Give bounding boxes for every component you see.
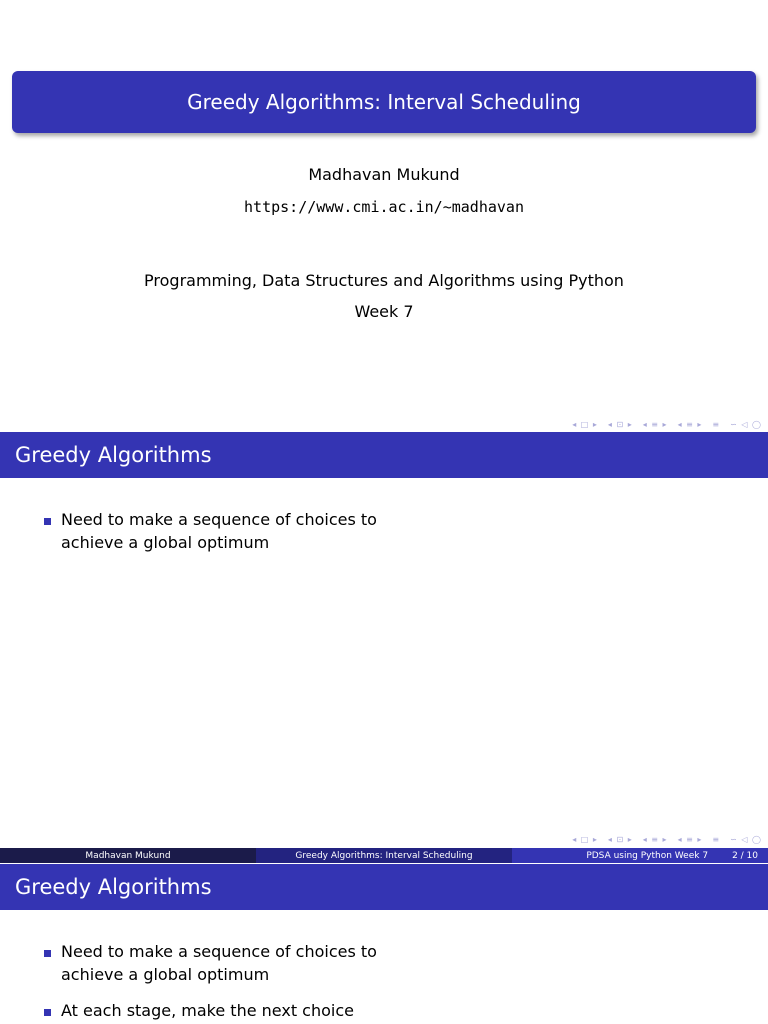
nav-align[interactable]: ≡	[712, 420, 721, 429]
week-label: Week 7	[354, 302, 414, 321]
footline-course: PDSA using Python Week 7	[586, 850, 709, 861]
nav-section[interactable]: ◂ ≡ ▸	[642, 835, 668, 844]
nav-frame[interactable]: ◂ □ ▸	[572, 420, 598, 429]
bullet-square-icon	[44, 518, 51, 525]
presentation-title: Greedy Algorithms: Interval Scheduling	[187, 90, 581, 114]
nav-doc[interactable]: ◂ ≡ ▸	[677, 420, 703, 429]
nav-frame[interactable]: ◂ □ ▸	[572, 835, 598, 844]
frame-title: Greedy Algorithms	[15, 443, 212, 467]
footline-title: Greedy Algorithms: Interval Scheduling	[295, 850, 473, 861]
list-item	[44, 508, 381, 554]
title-banner	[12, 71, 756, 133]
nav-section[interactable]: ◂ ≡ ▸	[642, 420, 668, 429]
nav-subsection[interactable]: ◂ ⊡ ▸	[607, 835, 633, 844]
bullet-text: At each stage, make the next choice	[61, 1001, 354, 1020]
author-url[interactable]: https://www.cmi.ac.in/~madhavan	[244, 198, 524, 216]
bullet-text: Need to make a sequence of choices to achieve a global optimum	[61, 510, 377, 552]
nav-align[interactable]: ≡	[712, 835, 721, 844]
course-name: Programming, Data Structures and Algorithms using Python	[144, 271, 624, 290]
nav-doc[interactable]: ◂ ≡ ▸	[677, 835, 703, 844]
footline-author-segment	[0, 848, 256, 863]
bullet-square-icon	[44, 950, 51, 957]
author-name: Madhavan Mukund	[308, 165, 460, 184]
footline-author: Madhavan Mukund	[85, 850, 171, 861]
frame-title: Greedy Algorithms	[15, 875, 212, 899]
bullet-text: Need to make a sequence of choices to achieve a global optimum	[61, 942, 377, 984]
footline	[0, 848, 768, 863]
nav-symbols	[572, 420, 762, 429]
list-item	[44, 940, 381, 986]
nav-symbols	[572, 835, 762, 844]
frame-title-bar	[0, 432, 768, 478]
nav-subsection[interactable]: ◂ ⊡ ▸	[607, 420, 633, 429]
page-number: 2 / 10	[732, 850, 758, 861]
frame-title-bar	[0, 864, 768, 910]
footline-title-segment	[256, 848, 512, 863]
footline-course-segment	[512, 848, 768, 863]
nav-search[interactable]: ∽ ◁ ◯	[730, 420, 762, 429]
bullet-square-icon	[44, 1009, 51, 1016]
list-item	[44, 999, 381, 1022]
nav-search[interactable]: ∽ ◁ ◯	[730, 835, 762, 844]
